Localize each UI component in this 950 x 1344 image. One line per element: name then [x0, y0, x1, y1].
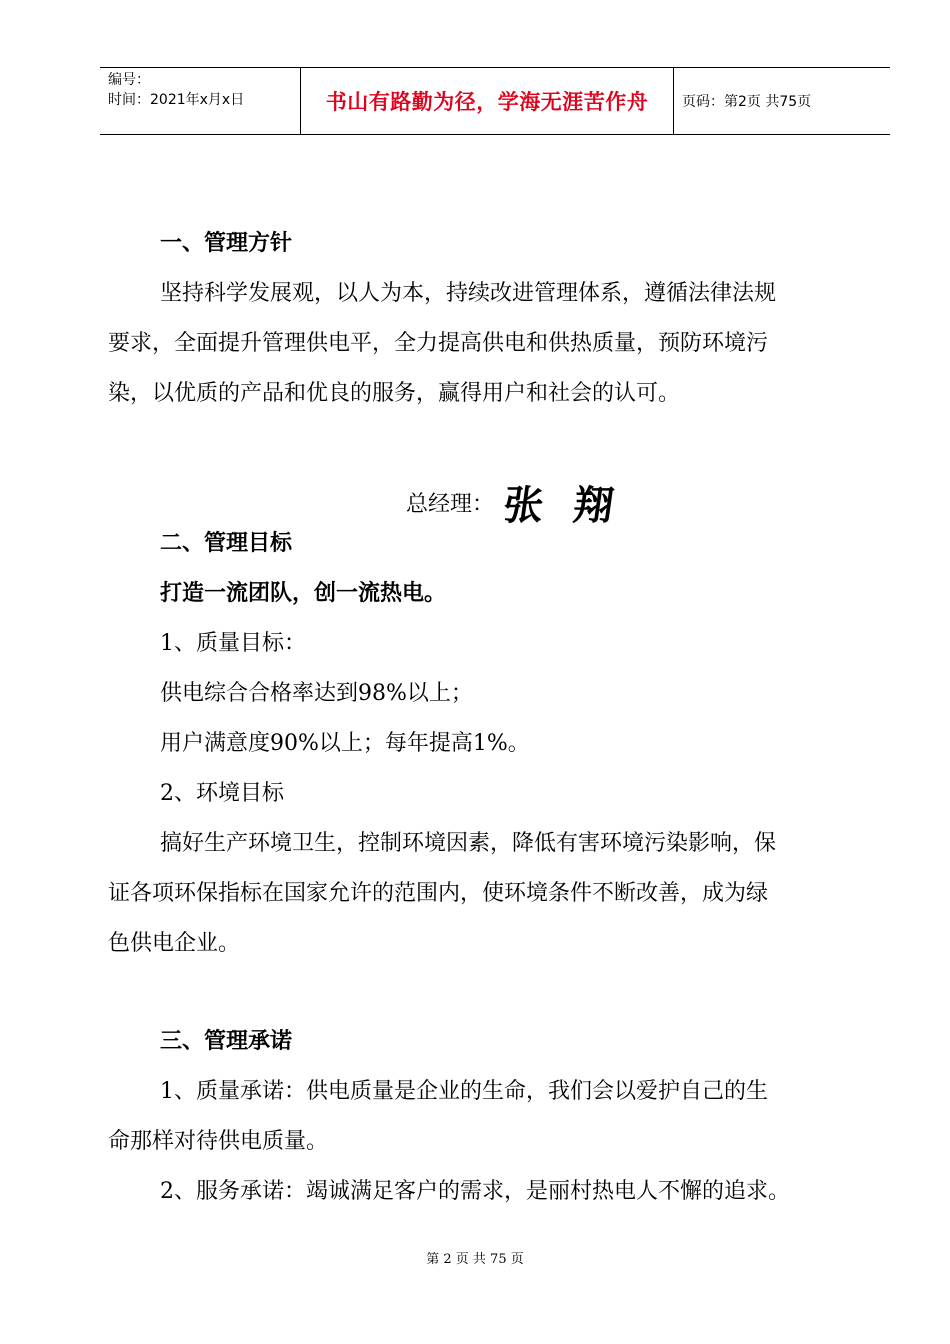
- section-title-policy: 一、管理方针: [160, 231, 293, 256]
- paragraph-line: 要求，全面提升管理供电平，全力提高供电和供热质量，预防环境污: [108, 331, 769, 356]
- paragraph-line: 色供电企业。: [108, 931, 241, 956]
- header-motto: 书山有路勤为径，学海无涯苦作舟: [301, 68, 674, 134]
- paragraph-line: 命那样对待供电质量。: [108, 1129, 329, 1154]
- paragraph-line: 1、质量承诺：供电质量是企业的生命，我们会以爱护自己的生: [160, 1079, 768, 1104]
- header-meta: [100, 68, 301, 134]
- header-page-code: 页码：第2页 共75页: [682, 94, 812, 110]
- slogan: 打造一流团队，创一流热电。: [160, 581, 447, 606]
- section-title-commitments: 三、管理承诺: [160, 1029, 293, 1054]
- paragraph-line: 染，以优质的产品和优良的服务，赢得用户和社会的认可。: [108, 381, 681, 406]
- environment-goal-title: 2、环境目标: [160, 781, 284, 806]
- paragraph-line: 2、服务承诺：竭诚满足客户的需求，是丽村热电人不懈的追求。: [160, 1179, 790, 1204]
- paragraph-line: 搞好生产环境卫生，控制环境因素，降低有害环境污染影响，保: [160, 831, 777, 856]
- signature-label: 总经理：: [406, 492, 495, 517]
- quality-goal-title: 1、质量目标：: [160, 631, 306, 656]
- quality-goal-item: 用户满意度90%以上；每年提高1%。: [160, 731, 530, 756]
- section-title-goals: 二、管理目标: [160, 531, 293, 556]
- signature-row: [406, 474, 647, 531]
- paragraph-line: 坚持科学发展观，以人为本，持续改进管理体系，遵循法律法规: [160, 281, 777, 306]
- number-label: 编号：: [108, 72, 150, 88]
- paragraph-line: 证各项环保指标在国家允许的范围内，使环境条件不断改善，成为绿: [108, 881, 769, 906]
- document-header: [100, 67, 890, 135]
- time-label: 时间：2021年x月x日: [108, 92, 245, 108]
- page-footer: 第 2 页 共 75 页: [426, 1252, 524, 1267]
- quality-goal-item: 供电综合合格率达到98%以上；: [160, 681, 473, 706]
- handwritten-signature: 张翔: [500, 482, 647, 529]
